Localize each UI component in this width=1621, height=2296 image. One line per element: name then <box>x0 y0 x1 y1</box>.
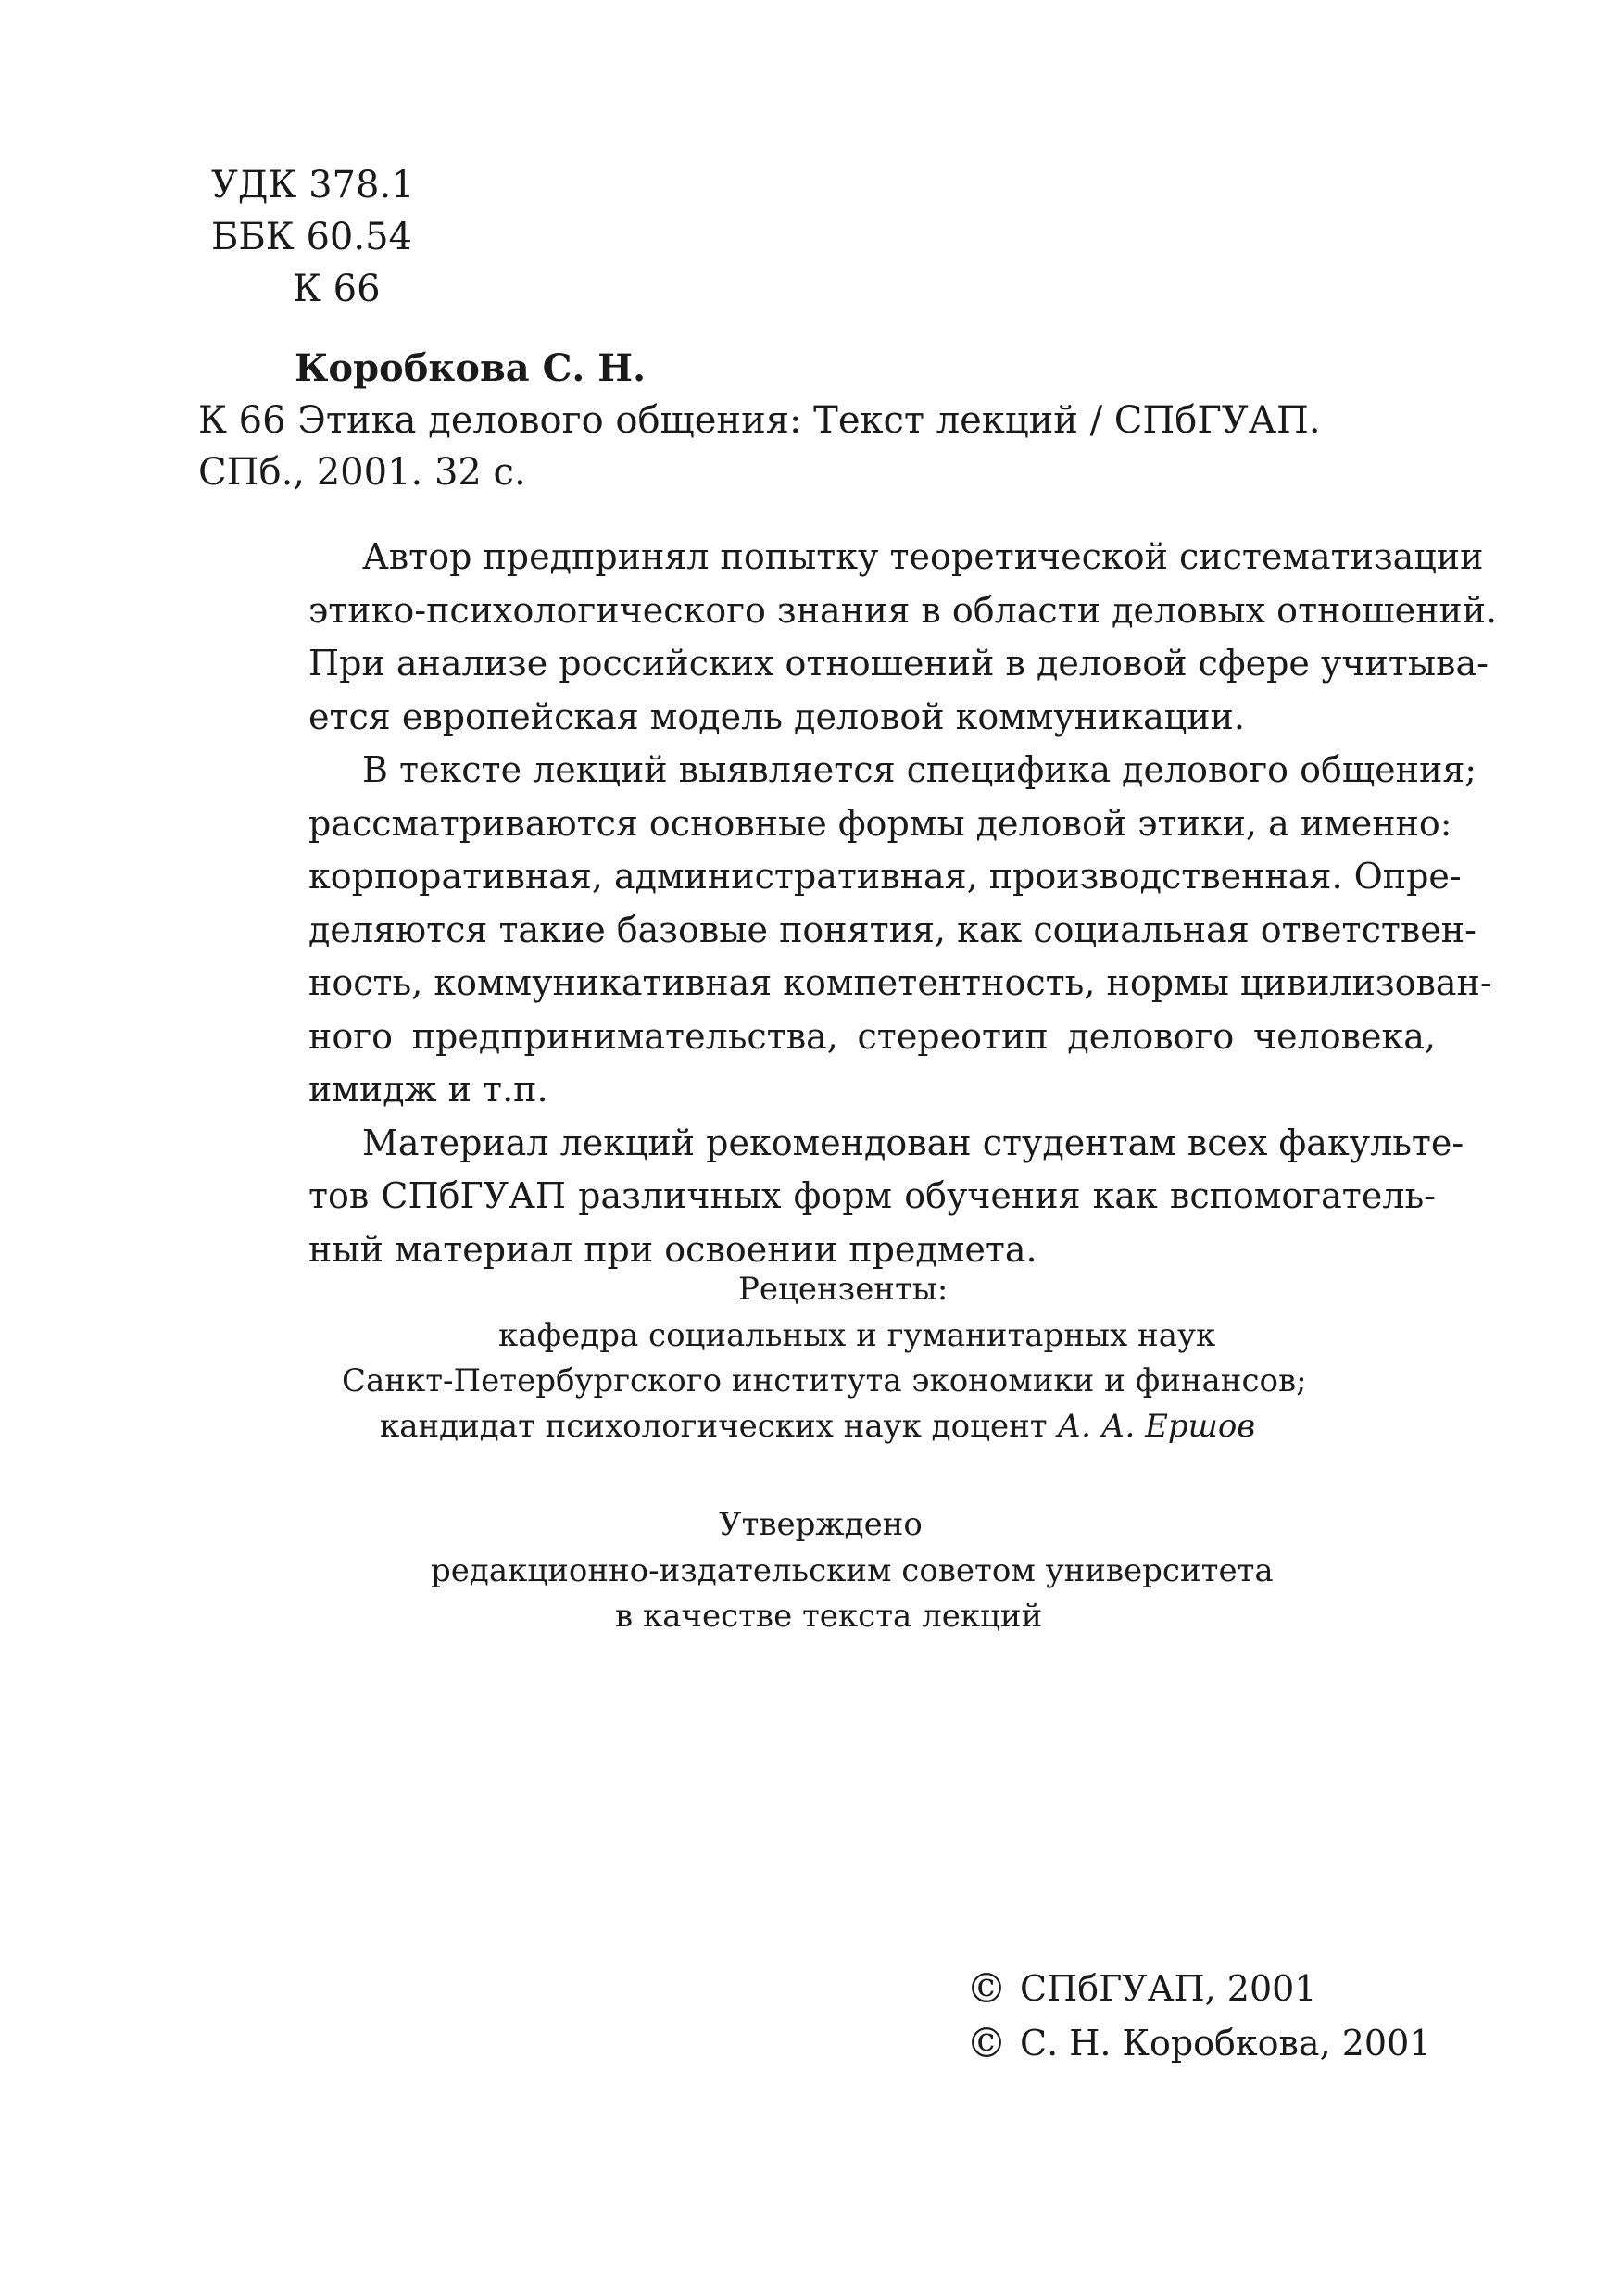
abstract-line: Автор предпринял попытку теоретической систематизации <box>362 536 1484 577</box>
udk-code: УДК 378.1 <box>211 164 415 207</box>
abstract-line: В тексте лекций выявляется специфика делового общения; <box>362 749 1477 790</box>
abstract-paragraph-3 <box>308 1117 1464 1277</box>
copyright-line-author <box>966 2016 1431 2071</box>
abstract-line: деляются такие базовые понятия, как социальная ответствен- <box>308 909 1476 950</box>
copyright-line-publisher <box>966 1962 1431 2016</box>
copyright-block <box>966 1962 1431 2071</box>
biblio-imprint-line: СПб., 2001. 32 с. <box>198 451 526 494</box>
author-name: Коробкова С. Н. <box>295 346 647 390</box>
abstract-paragraph-1 <box>308 531 1498 744</box>
abstract <box>308 531 1498 1276</box>
abstract-line: ный материал при освоении предмета. <box>308 1228 1037 1270</box>
abstract-line: ного предпринимательства, стереотип делового человека, <box>308 1015 1436 1057</box>
abstract-line: имидж и т.п. <box>308 1069 548 1110</box>
approval-body: редакционно-издательским советом университета <box>431 1552 1274 1589</box>
abstract-line: этико-психологического знания в области деловых отношений. <box>308 589 1498 631</box>
abstract-line: рассматриваются основные формы деловой этики, а именно: <box>308 802 1452 844</box>
abstract-line: ется европейская модель деловой коммуникации. <box>308 696 1245 737</box>
abstract-paragraph-2 <box>308 744 1492 1117</box>
reviewer-2-line <box>380 1404 1255 1449</box>
approval-status: в качестве текста лекций <box>615 1598 1043 1635</box>
reviewers-heading: Рецензенты: <box>738 1271 949 1308</box>
copyright-icon: © <box>966 2020 1007 2067</box>
abstract-line: корпоративная, административная, производственная. Опре- <box>308 856 1462 897</box>
copyright-publisher: СПбГУАП, 2001 <box>1020 1968 1317 2009</box>
bbk-code: ББК 60.54 <box>211 216 412 258</box>
abstract-line: тов СПбГУАП различных форм обучения как вспомогатель- <box>308 1175 1436 1216</box>
reviewer-1-line: кафедра социальных и гуманитарных наук <box>498 1317 1216 1354</box>
reviewer-1-institution: Санкт-Петербургского института экономики и финансов; <box>342 1362 1307 1399</box>
author-sign-code: К 66 <box>293 268 381 310</box>
classification-block <box>211 159 415 315</box>
copyright-icon: © <box>966 1965 1007 2013</box>
approval-heading: Утверждено <box>719 1506 923 1543</box>
abstract-line: При анализе российских отношений в деловой сфере учитыва- <box>308 643 1489 684</box>
abstract-line: ность, коммуникативная компетентность, нормы цивилизован- <box>308 962 1492 1003</box>
biblio-title-line: К 66 Этика делового общения: Текст лекций / СПбГУАП. <box>198 399 1321 442</box>
reviewer-2-title: кандидат психологических наук доцент <box>380 1408 1058 1445</box>
reviewer-2-name: А. А. Ершов <box>1057 1408 1256 1445</box>
bibliographic-entry <box>198 343 1439 498</box>
abstract-line: Материал лекций рекомендован студентам всех факульте- <box>362 1122 1464 1163</box>
copyright-author: С. Н. Коробкова, 2001 <box>1020 2023 1432 2064</box>
